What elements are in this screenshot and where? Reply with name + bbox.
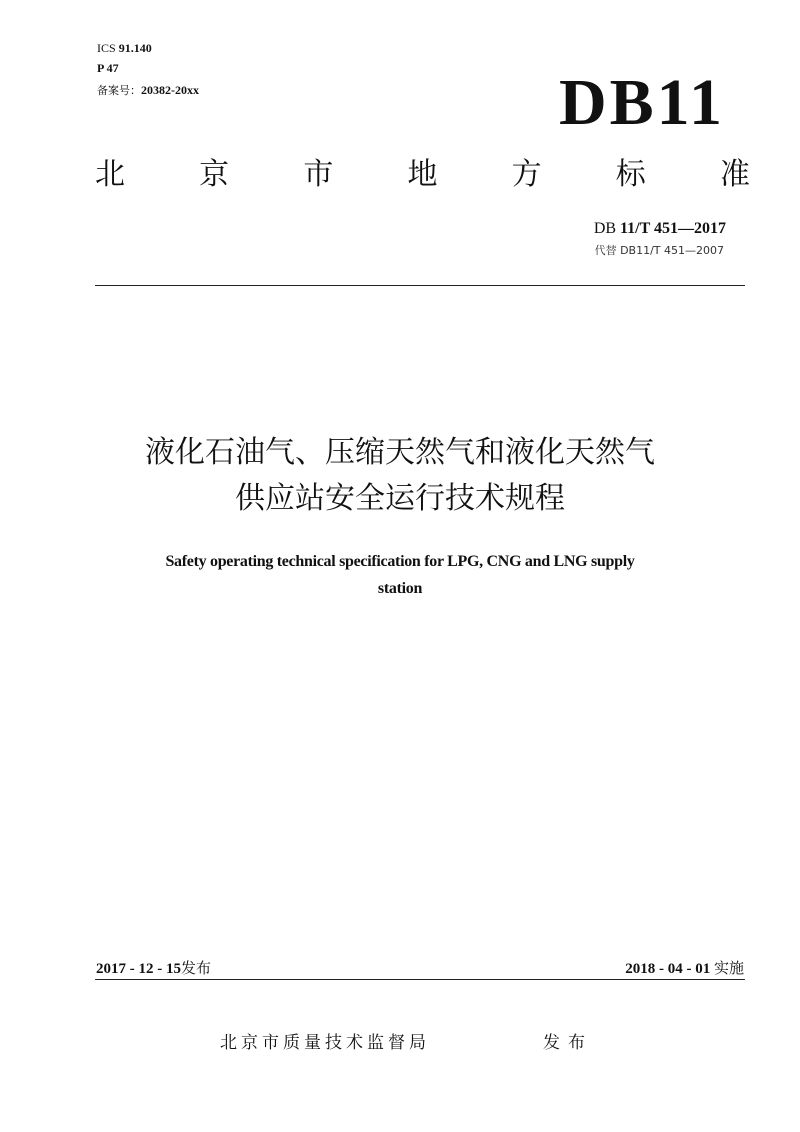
standard-type-char: 北 <box>95 157 125 192</box>
code-prefix: DB <box>593 220 621 237</box>
top-divider <box>95 285 745 286</box>
replaces-code: 代替 DB11/T 451—2007 <box>594 244 724 257</box>
title-en-line1: Safety operating technical specification for LPG, CNG and LNG supply <box>165 553 635 570</box>
standard-type-char: 标 <box>615 157 646 192</box>
title-cn-line1: 液化石油气、压缩天然气和液化天然气 <box>145 435 655 470</box>
implement-label: 实施 <box>713 959 744 977</box>
issue-date <box>96 958 211 979</box>
standard-code <box>594 218 726 240</box>
ccs-value: P 47 <box>97 61 119 75</box>
title-chinese <box>0 430 800 522</box>
standard-type-char: 准 <box>719 157 750 192</box>
ics-label: ICS <box>97 41 116 55</box>
standard-type-char: 京 <box>199 157 230 192</box>
code-number: 11/T 451—2017 <box>620 220 726 237</box>
bottom-divider <box>95 979 745 980</box>
issuer-name: 北京市质量技术监督局 <box>220 1033 430 1053</box>
implement-date-value: 2018 - 04 - 01 <box>625 961 711 977</box>
title-en-line2: station <box>377 580 423 597</box>
filing-label: 备案号： <box>97 84 141 97</box>
ics-value: 91.140 <box>118 41 152 55</box>
issue-date-value: 2017 - 12 - 15 <box>96 961 181 977</box>
issuer-suffix: 发布 <box>543 1033 593 1053</box>
implement-date <box>625 958 744 979</box>
standard-logo: DB11 <box>558 66 725 139</box>
standard-type-char: 市 <box>303 157 334 192</box>
title-english <box>60 548 740 602</box>
issue-label: 发布 <box>181 959 212 977</box>
filing-value: 20382-20xx <box>141 83 199 97</box>
ccs-code <box>97 60 119 76</box>
filing-number <box>97 82 199 99</box>
standard-type <box>95 153 750 197</box>
title-cn-line2: 供应站安全运行技术规程 <box>235 481 565 516</box>
ics-code <box>97 40 152 56</box>
standard-type-char: 地 <box>407 157 438 192</box>
standard-type-char: 方 <box>511 157 542 192</box>
